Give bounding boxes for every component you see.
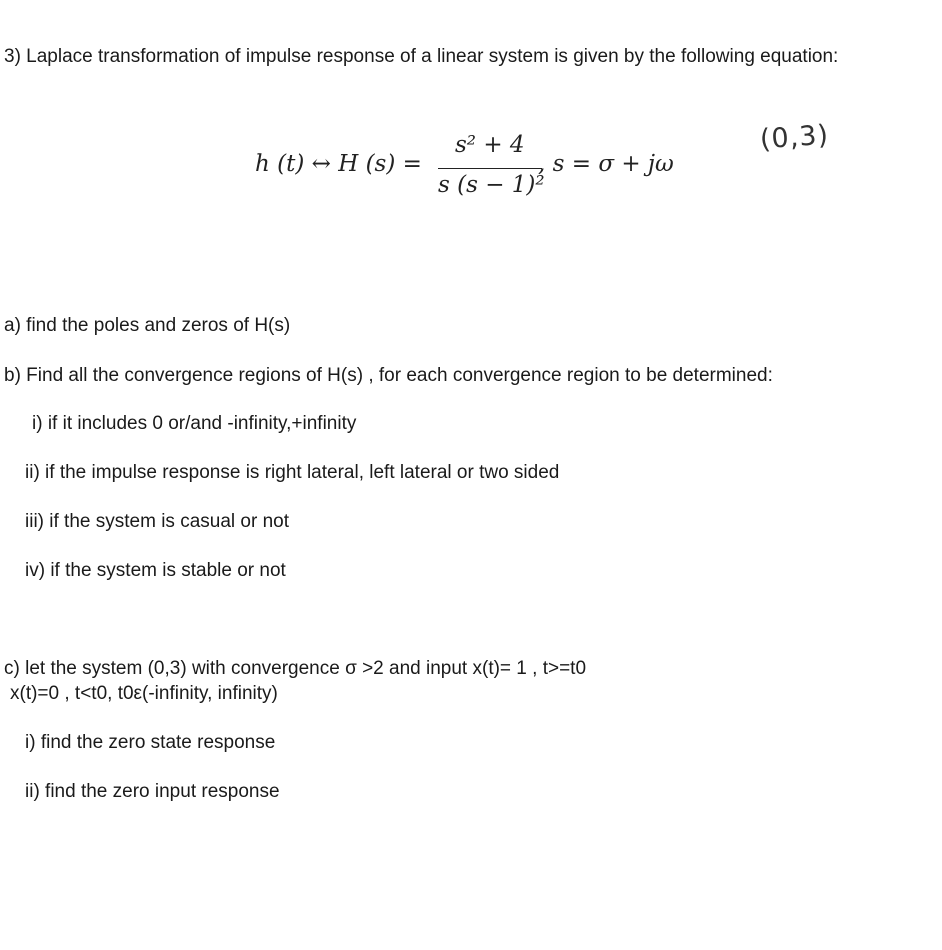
handwritten-note: (0,3)	[759, 119, 831, 156]
equation-numerator: s² + 4	[455, 132, 525, 158]
equation-lhs: h (t) ↔ H (s) =	[255, 151, 422, 177]
equation-rhs: , s = σ + jω	[538, 151, 674, 177]
part-b-item-4: iv) if the system is stable or not	[25, 560, 286, 581]
question-heading: 3) Laplace transformation of impulse response of a linear system is given by the following equation:	[4, 46, 839, 67]
part-a: a) find the poles and zeros of H(s)	[4, 315, 291, 336]
fraction-bar	[438, 168, 542, 169]
part-b: b) Find all the convergence regions of H(s) , for each convergence region to be determined:	[4, 365, 773, 386]
part-b-item-1: i) if it includes 0 or/and -infinity,+infinity	[32, 413, 357, 434]
part-b-item-2: ii) if the impulse response is right lateral, left lateral or two sided	[25, 462, 560, 483]
part-c-line-2: x(t)=0 , t<t0, t0ε(-infinity, infinity)	[10, 683, 278, 704]
part-c-item-1: i) find the zero state response	[25, 732, 276, 753]
part-b-item-3: iii) if the system is casual or not	[25, 511, 289, 532]
part-c-line-1: c) let the system (0,3) with convergence σ >2 and input x(t)= 1 , t>=t0	[4, 658, 587, 679]
part-c-item-2: ii) find the zero input response	[25, 781, 280, 802]
equation-denominator: s (s − 1)²	[438, 172, 545, 198]
